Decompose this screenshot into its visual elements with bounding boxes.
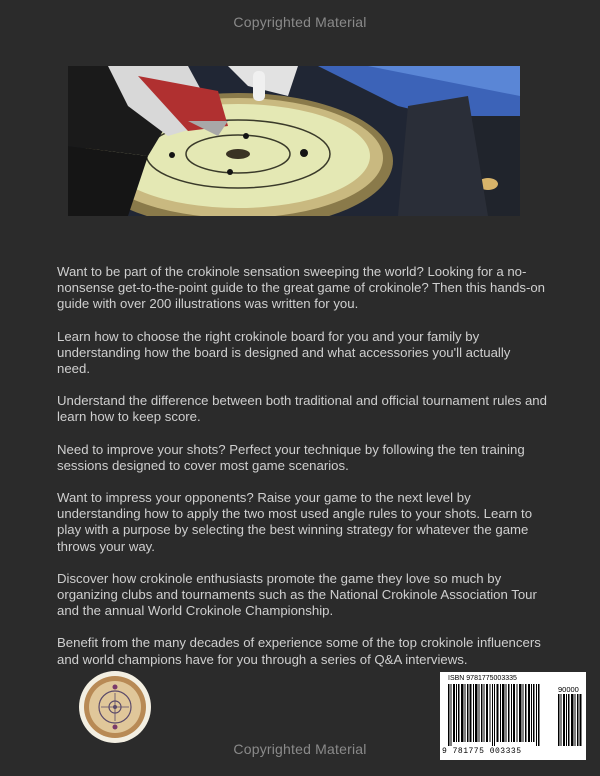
publisher-logo xyxy=(78,670,152,744)
barcode-digits: 9 781775 003335 xyxy=(442,747,522,756)
isbn-label: ISBN 9781775003335 xyxy=(448,675,517,682)
watermark-top: Copyrighted Material xyxy=(233,14,367,30)
watermark-bottom: Copyrighted Material xyxy=(233,741,367,757)
blurb-paragraph: Discover how crokinole enthusiasts promote the game they love so much by organizing clubs and tournaments such as the National Crokinole Association Tour and the annual World Crokinole Championship. xyxy=(57,570,537,619)
blurb-paragraph: Benefit from the many decades of experience some of the top crokinole influencers and world champions have for you through a series of Q&A interviews. xyxy=(57,635,541,667)
price-code: 90000 xyxy=(558,685,579,694)
back-cover-blurb xyxy=(57,264,547,684)
blurb-paragraph: Learn how to choose the right crokinole board for you and your family by understanding how the board is designed and what accessories you'll actually need. xyxy=(57,328,511,377)
blurb-paragraph: Want to be part of the crokinole sensation sweeping the world? Looking for a no-nonsense get-to-the-point guide to the great game of crokinole? Then this hands-on guide with over 200 illustrations was written for you. xyxy=(57,264,546,312)
blurb-paragraph: Understand the difference between both traditional and official tournament rules and learn how to keep score. xyxy=(57,393,547,425)
blurb-paragraph: Want to impress your opponents? Raise your game to the next level by understanding how to apply the two most used angle rules to your shots. Learn to play with a purpose by selecting the best winning strategy for whatever the game throws your way. xyxy=(57,490,533,554)
blurb-paragraph: Need to improve your shots? Perfect your technique by following the ten training sessions designed to cover most game scenarios. xyxy=(57,441,525,473)
cover-photo-crokinole-board xyxy=(68,66,520,216)
